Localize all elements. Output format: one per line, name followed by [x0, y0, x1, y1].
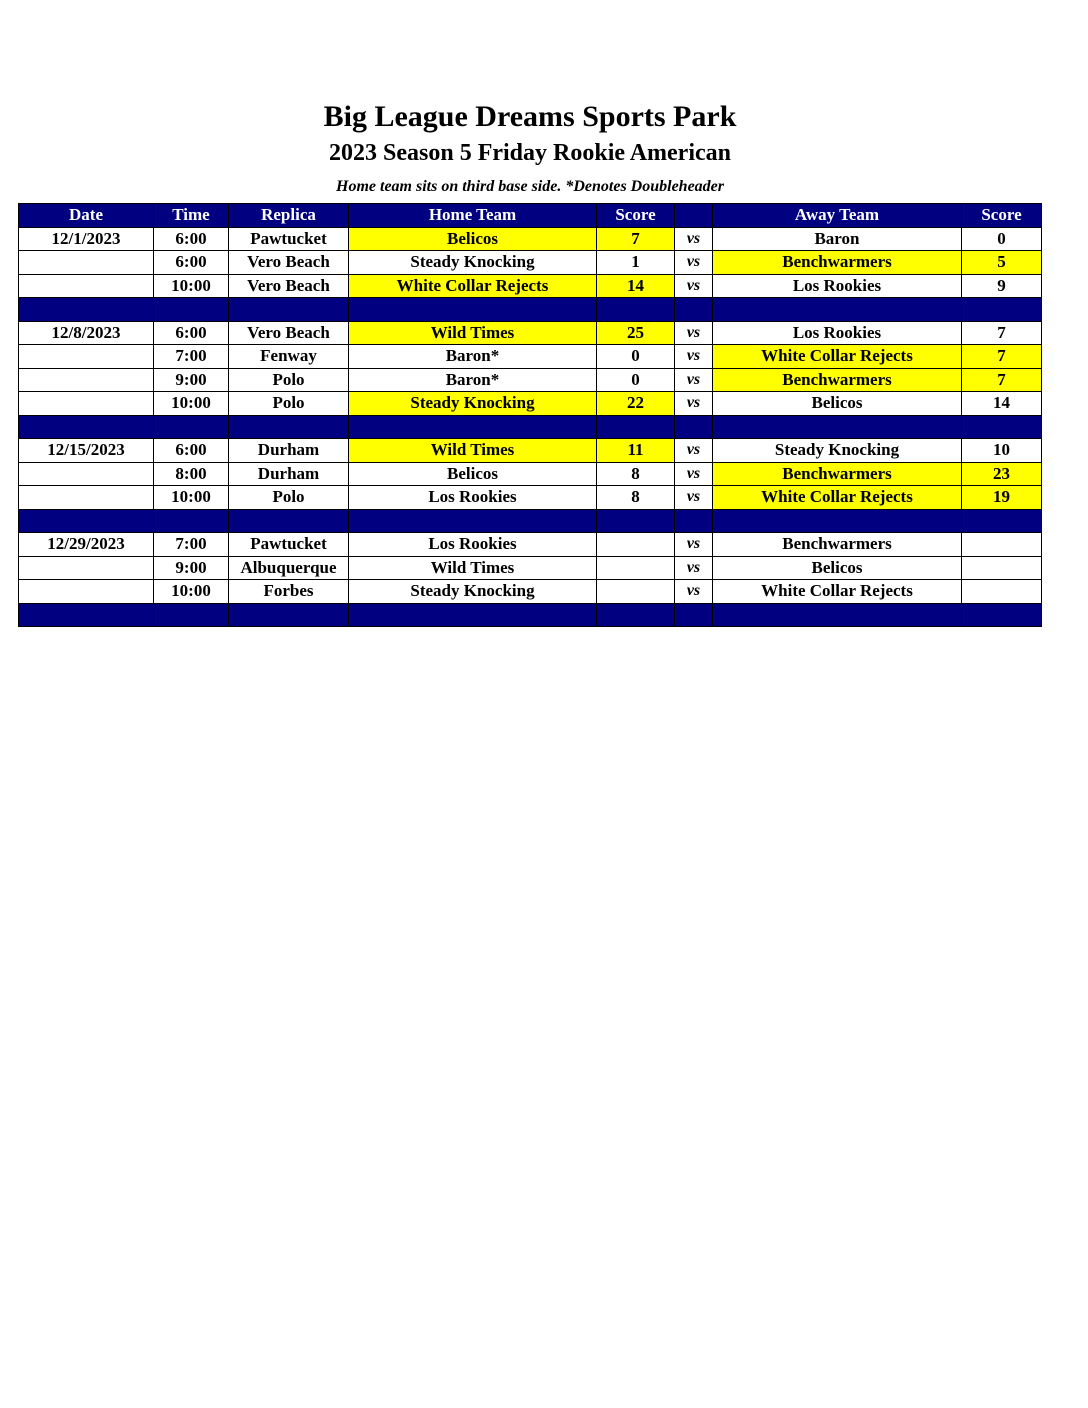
game-row: [19, 227, 1042, 251]
home-score: 14: [597, 274, 675, 298]
separator-cell: [675, 603, 713, 627]
separator-cell: [19, 509, 154, 533]
home-team: Steady Knocking: [349, 580, 597, 604]
game-time: 10:00: [154, 486, 229, 510]
game-replica: Polo: [229, 486, 349, 510]
away-score: 7: [962, 368, 1042, 392]
away-score: 0: [962, 227, 1042, 251]
away-team: Belicos: [713, 392, 962, 416]
header-row: [19, 204, 1042, 228]
col-header-home-score: Score: [597, 204, 675, 228]
separator-cell: [675, 509, 713, 533]
home-team: Belicos: [349, 227, 597, 251]
home-score: 0: [597, 368, 675, 392]
col-header-time: Time: [154, 204, 229, 228]
separator-cell: [962, 298, 1042, 322]
game-row: [19, 556, 1042, 580]
game-time: 9:00: [154, 368, 229, 392]
game-row: [19, 580, 1042, 604]
game-replica: Vero Beach: [229, 251, 349, 275]
home-team: White Collar Rejects: [349, 274, 597, 298]
vs-label: vs: [675, 345, 713, 369]
home-team: Baron*: [349, 345, 597, 369]
vs-label: vs: [675, 462, 713, 486]
col-header-away-team: Away Team: [713, 204, 962, 228]
page-title: Big League Dreams Sports Park: [323, 100, 737, 133]
away-team: White Collar Rejects: [713, 345, 962, 369]
home-team: Wild Times: [349, 556, 597, 580]
away-team: Benchwarmers: [713, 533, 962, 557]
game-replica: Polo: [229, 368, 349, 392]
vs-label: vs: [675, 439, 713, 463]
game-time: 6:00: [154, 321, 229, 345]
separator-row: [19, 298, 1042, 322]
home-score: [597, 556, 675, 580]
away-team: Benchwarmers: [713, 251, 962, 275]
separator-cell: [962, 603, 1042, 627]
col-header-vs: [675, 204, 713, 228]
separator-cell: [713, 415, 962, 439]
page-note: Home team sits on third base side. *Denotes Doubleheader: [336, 178, 724, 195]
game-date: [19, 274, 154, 298]
away-score: 7: [962, 345, 1042, 369]
schedule-body: [19, 227, 1042, 627]
game-time: 6:00: [154, 227, 229, 251]
away-score: 5: [962, 251, 1042, 275]
game-time: 9:00: [154, 556, 229, 580]
separator-cell: [597, 298, 675, 322]
away-team: Benchwarmers: [713, 462, 962, 486]
away-score: 23: [962, 462, 1042, 486]
game-date: [19, 580, 154, 604]
separator-cell: [349, 509, 597, 533]
game-date: [19, 345, 154, 369]
game-date: [19, 556, 154, 580]
home-score: 1: [597, 251, 675, 275]
game-row: [19, 251, 1042, 275]
game-row: [19, 533, 1042, 557]
game-replica: Vero Beach: [229, 321, 349, 345]
col-header-date: Date: [19, 204, 154, 228]
page-subtitle: 2023 Season 5 Friday Rookie American: [329, 140, 731, 166]
game-row: [19, 439, 1042, 463]
game-replica: Vero Beach: [229, 274, 349, 298]
separator-cell: [713, 603, 962, 627]
game-date: 12/15/2023: [19, 439, 154, 463]
game-date: [19, 462, 154, 486]
game-replica: Pawtucket: [229, 533, 349, 557]
away-team: Los Rookies: [713, 274, 962, 298]
game-replica: Albuquerque: [229, 556, 349, 580]
separator-cell: [962, 415, 1042, 439]
away-team: Baron: [713, 227, 962, 251]
separator-cell: [154, 298, 229, 322]
col-header-home-team: Home Team: [349, 204, 597, 228]
vs-label: vs: [675, 556, 713, 580]
separator-cell: [154, 415, 229, 439]
away-score: [962, 580, 1042, 604]
separator-row: [19, 509, 1042, 533]
vs-label: vs: [675, 251, 713, 275]
game-time: 10:00: [154, 580, 229, 604]
game-date: [19, 486, 154, 510]
game-time: 10:00: [154, 274, 229, 298]
away-score: 9: [962, 274, 1042, 298]
away-team: Los Rookies: [713, 321, 962, 345]
away-team: Belicos: [713, 556, 962, 580]
vs-label: vs: [675, 368, 713, 392]
game-date: [19, 251, 154, 275]
game-replica: Durham: [229, 439, 349, 463]
home-team: Steady Knocking: [349, 392, 597, 416]
separator-cell: [597, 415, 675, 439]
away-score: 14: [962, 392, 1042, 416]
game-time: 8:00: [154, 462, 229, 486]
game-date: 12/8/2023: [19, 321, 154, 345]
game-date: 12/1/2023: [19, 227, 154, 251]
separator-cell: [154, 509, 229, 533]
away-score: [962, 556, 1042, 580]
home-score: 25: [597, 321, 675, 345]
away-team: White Collar Rejects: [713, 580, 962, 604]
game-row: [19, 486, 1042, 510]
separator-row: [19, 603, 1042, 627]
separator-cell: [19, 603, 154, 627]
separator-cell: [229, 415, 349, 439]
game-row: [19, 274, 1042, 298]
home-team: Baron*: [349, 368, 597, 392]
separator-cell: [675, 415, 713, 439]
home-score: [597, 533, 675, 557]
home-team: Los Rookies: [349, 533, 597, 557]
game-time: 10:00: [154, 392, 229, 416]
game-time: 7:00: [154, 533, 229, 557]
away-team: Benchwarmers: [713, 368, 962, 392]
vs-label: vs: [675, 274, 713, 298]
game-replica: Polo: [229, 392, 349, 416]
game-replica: Fenway: [229, 345, 349, 369]
game-time: 7:00: [154, 345, 229, 369]
vs-label: vs: [675, 533, 713, 557]
separator-cell: [597, 509, 675, 533]
game-row: [19, 392, 1042, 416]
game-replica: Durham: [229, 462, 349, 486]
game-date: [19, 392, 154, 416]
away-team: Steady Knocking: [713, 439, 962, 463]
vs-label: vs: [675, 227, 713, 251]
game-time: 6:00: [154, 439, 229, 463]
home-score: 7: [597, 227, 675, 251]
game-date: 12/29/2023: [19, 533, 154, 557]
home-team: Steady Knocking: [349, 251, 597, 275]
home-team: Wild Times: [349, 321, 597, 345]
separator-cell: [349, 298, 597, 322]
separator-cell: [597, 603, 675, 627]
home-score: 8: [597, 486, 675, 510]
game-row: [19, 462, 1042, 486]
vs-label: vs: [675, 392, 713, 416]
game-time: 6:00: [154, 251, 229, 275]
away-score: [962, 533, 1042, 557]
separator-cell: [349, 603, 597, 627]
game-replica: Pawtucket: [229, 227, 349, 251]
separator-cell: [229, 603, 349, 627]
separator-cell: [675, 298, 713, 322]
separator-cell: [962, 509, 1042, 533]
away-score: 19: [962, 486, 1042, 510]
separator-row: [19, 415, 1042, 439]
home-score: 22: [597, 392, 675, 416]
vs-label: vs: [675, 486, 713, 510]
game-row: [19, 368, 1042, 392]
separator-cell: [229, 509, 349, 533]
game-row: [19, 321, 1042, 345]
separator-cell: [349, 415, 597, 439]
home-score: 8: [597, 462, 675, 486]
home-team: Belicos: [349, 462, 597, 486]
vs-label: vs: [675, 321, 713, 345]
game-replica: Forbes: [229, 580, 349, 604]
home-score: 11: [597, 439, 675, 463]
col-header-away-score: Score: [962, 204, 1042, 228]
home-score: [597, 580, 675, 604]
away-score: 10: [962, 439, 1042, 463]
separator-cell: [19, 298, 154, 322]
vs-label: vs: [675, 580, 713, 604]
home-score: 0: [597, 345, 675, 369]
game-date: [19, 368, 154, 392]
separator-cell: [154, 603, 229, 627]
home-team: Wild Times: [349, 439, 597, 463]
away-team: White Collar Rejects: [713, 486, 962, 510]
separator-cell: [713, 509, 962, 533]
col-header-replica: Replica: [229, 204, 349, 228]
separator-cell: [19, 415, 154, 439]
home-team: Los Rookies: [349, 486, 597, 510]
game-row: [19, 345, 1042, 369]
separator-cell: [229, 298, 349, 322]
separator-cell: [713, 298, 962, 322]
schedule-table: [18, 203, 1042, 627]
away-score: 7: [962, 321, 1042, 345]
